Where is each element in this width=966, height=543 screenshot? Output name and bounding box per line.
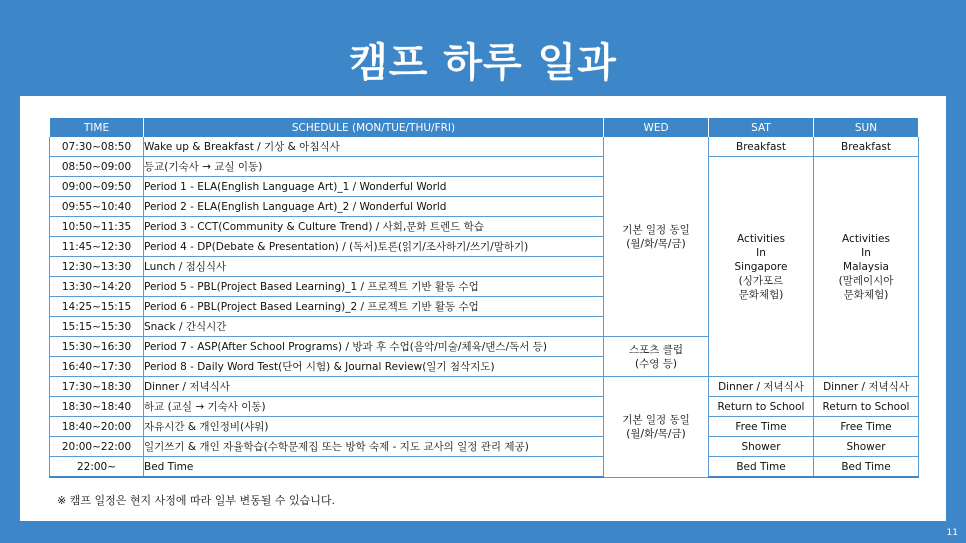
row-time: 09:55~10:40 — [50, 197, 144, 217]
sat-breakfast: Breakfast — [709, 137, 814, 157]
wed-block-regular-morning: 기본 일정 동일 (월/화/목/금) — [604, 137, 709, 337]
row-schedule: Period 7 - ASP(After School Programs) / 방과 후 수업(음악/미술/체육/댄스/독서 등) — [144, 337, 604, 357]
table-row — [50, 437, 919, 457]
wed-block-sports-club: 스포츠 클럽 (수영 등) — [604, 337, 709, 377]
row-schedule: Period 8 - Daily Word Test(단어 시험) & Journal Review(일기 첨삭지도) — [144, 357, 604, 377]
row-schedule: 등교(기숙사 → 교실 이동) — [144, 157, 604, 177]
row-schedule: Period 3 - CCT(Community & Culture Trend) / 사회,문화 트렌드 학습 — [144, 217, 604, 237]
table-row — [50, 457, 919, 478]
row-schedule: 하교 (교실 → 기숙사 이동) — [144, 397, 604, 417]
row-time: 08:50~09:00 — [50, 157, 144, 177]
table-row — [50, 397, 919, 417]
sat-return: Return to School — [709, 397, 814, 417]
row-schedule: Period 5 - PBL(Project Based Learning)_1 / 프로젝트 기반 활동 수업 — [144, 277, 604, 297]
row-time: 18:30~18:40 — [50, 397, 144, 417]
row-time: 09:00~09:50 — [50, 177, 144, 197]
row-time: 13:30~14:20 — [50, 277, 144, 297]
row-schedule: Period 1 - ELA(English Language Art)_1 / Wonderful World — [144, 177, 604, 197]
sun-shower: Shower — [814, 437, 919, 457]
sun-breakfast: Breakfast — [814, 137, 919, 157]
header-sat: SAT — [709, 118, 814, 137]
sat-bed-time: Bed Time — [709, 457, 814, 478]
row-time: 11:45~12:30 — [50, 237, 144, 257]
sat-shower: Shower — [709, 437, 814, 457]
row-schedule: Dinner / 저녁식사 — [144, 377, 604, 397]
row-schedule: 자유시간 & 개인정비(샤워) — [144, 417, 604, 437]
table-header-row — [50, 118, 919, 137]
schedule-panel — [20, 96, 946, 521]
table-row — [50, 377, 919, 397]
sun-return: Return to School — [814, 397, 919, 417]
schedule-table — [49, 118, 919, 478]
header-wed: WED — [604, 118, 709, 137]
row-time: 07:30~08:50 — [50, 137, 144, 157]
sat-activities: Activities In Singapore (싱가포르 문화체험) — [709, 157, 814, 377]
row-time: 10:50~11:35 — [50, 217, 144, 237]
table-row — [50, 157, 919, 177]
sat-dinner: Dinner / 저녁식사 — [709, 377, 814, 397]
row-schedule: Period 6 - PBL(Project Based Learning)_2 / 프로젝트 기반 활동 수업 — [144, 297, 604, 317]
row-time: 15:30~16:30 — [50, 337, 144, 357]
row-time: 14:25~15:15 — [50, 297, 144, 317]
sun-bed-time: Bed Time — [814, 457, 919, 478]
row-schedule: Lunch / 점심식사 — [144, 257, 604, 277]
row-schedule: Wake up & Breakfast / 기상 & 아침식사 — [144, 137, 604, 157]
row-time: 18:40~20:00 — [50, 417, 144, 437]
row-schedule: 일기쓰기 & 개인 자율학습(수학문제집 또는 방학 숙제 - 지도 교사의 일정 관리 제공) — [144, 437, 604, 457]
row-schedule: Bed Time — [144, 457, 604, 478]
row-time: 17:30~18:30 — [50, 377, 144, 397]
row-time: 20:00~22:00 — [50, 437, 144, 457]
sun-free-time: Free Time — [814, 417, 919, 437]
header-time: TIME — [50, 118, 144, 137]
row-time: 15:15~15:30 — [50, 317, 144, 337]
table-row — [50, 417, 919, 437]
schedule-note: ※ 캠프 일정은 현지 사정에 따라 일부 변동될 수 있습니다. — [57, 494, 335, 507]
row-schedule: Snack / 간식시간 — [144, 317, 604, 337]
header-schedule: SCHEDULE (MON/TUE/THU/FRI) — [144, 118, 604, 137]
row-time: 12:30~13:30 — [50, 257, 144, 277]
row-schedule: Period 2 - ELA(English Language Art)_2 / Wonderful World — [144, 197, 604, 217]
sat-free-time: Free Time — [709, 417, 814, 437]
sun-dinner: Dinner / 저녁식사 — [814, 377, 919, 397]
row-time: 22:00~ — [50, 457, 144, 478]
page-number: 11 — [946, 528, 958, 538]
sun-activities: Activities In Malaysia (말레이시아 문화체험) — [814, 157, 919, 377]
table-row — [50, 137, 919, 157]
page-title: 캠프 하루 일과 — [349, 40, 617, 86]
row-schedule: Period 4 - DP(Debate & Presentation) / (독서)토론(읽기/조사하기/쓰기/말하기) — [144, 237, 604, 257]
row-time: 16:40~17:30 — [50, 357, 144, 377]
header-sun: SUN — [814, 118, 919, 137]
wed-block-regular-evening: 기본 일정 동일 (월/화/목/금) — [604, 377, 709, 478]
